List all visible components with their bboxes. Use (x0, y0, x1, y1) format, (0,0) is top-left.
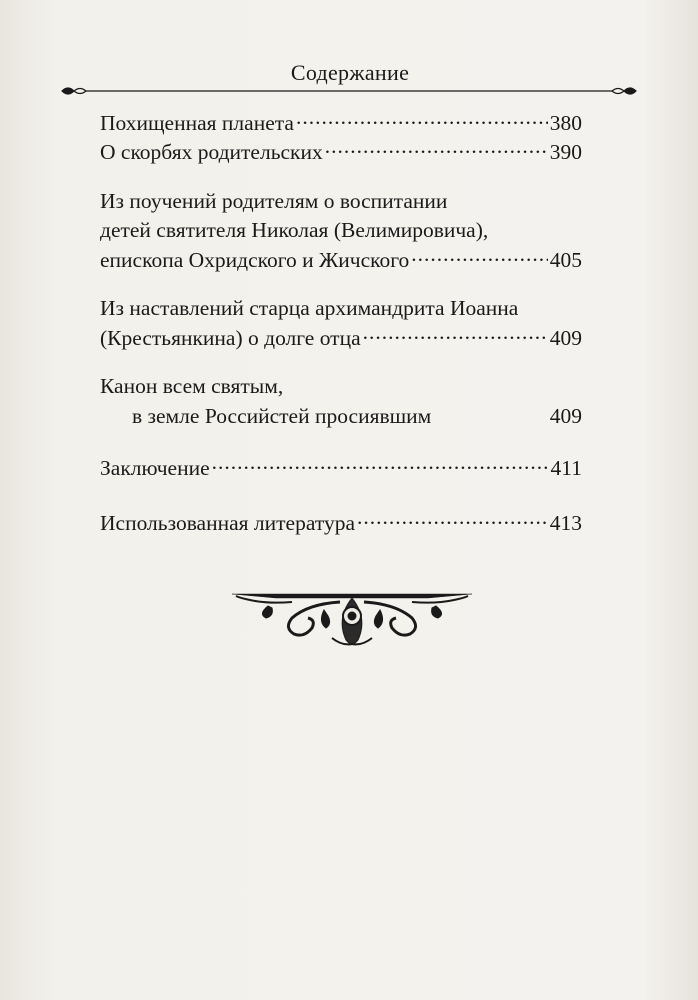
right-flourish-icon (612, 88, 636, 94)
toc-entry-title-line: в земле Российстей просиявшим (132, 403, 432, 428)
toc-page-number: 390 (549, 139, 582, 164)
toc-entry-title: Заключение (100, 455, 210, 480)
toc-page-number: 380 (549, 110, 582, 135)
toc-page-number: 405 (549, 247, 582, 272)
toc-entry (100, 372, 582, 431)
toc-entry-title-line: детей святителя Николая (Велимировича), (100, 218, 489, 242)
toc-page-number: 411 (550, 455, 582, 480)
toc-page-number: 409 (549, 403, 582, 428)
toc-entry (100, 508, 582, 538)
toc-entry (100, 108, 582, 138)
leader-dots (411, 245, 547, 267)
header-rule-ornament (60, 84, 638, 98)
toc-entry (100, 453, 582, 483)
toc-page-number: 413 (549, 510, 582, 535)
left-flourish-icon (62, 88, 86, 94)
toc-entry (100, 187, 582, 275)
page-title: Содержание (290, 60, 410, 85)
leader-dots (296, 108, 548, 130)
leader-dots (212, 453, 549, 475)
bleed-through-texture (110, 690, 630, 970)
toc-entry (100, 137, 582, 167)
leader-dots (325, 137, 548, 159)
toc-entry-title: О скорбях родительских (100, 139, 323, 164)
toc-entry-title-line: Канон всем святым, (100, 374, 284, 398)
toc-entry (100, 294, 582, 353)
toc-entry-title: Использованная литература (100, 510, 355, 535)
toc-entry-title-line: епископа Охридского и Жичского (100, 247, 410, 272)
floral-vignette-icon (228, 588, 476, 650)
toc-entry-title-line: (Крестьянкина) о долге отца (100, 325, 361, 350)
toc-entry-title-line: Из наставлений старца архимандрита Иоанна (100, 296, 519, 320)
toc-page-number: 409 (549, 325, 582, 350)
leader-dots (363, 323, 548, 345)
toc-entry-title: Похищенная планета (100, 110, 294, 135)
leader-dots (357, 508, 548, 530)
toc-entry-title-line: Из поучений родителям о воспитании (100, 189, 448, 213)
